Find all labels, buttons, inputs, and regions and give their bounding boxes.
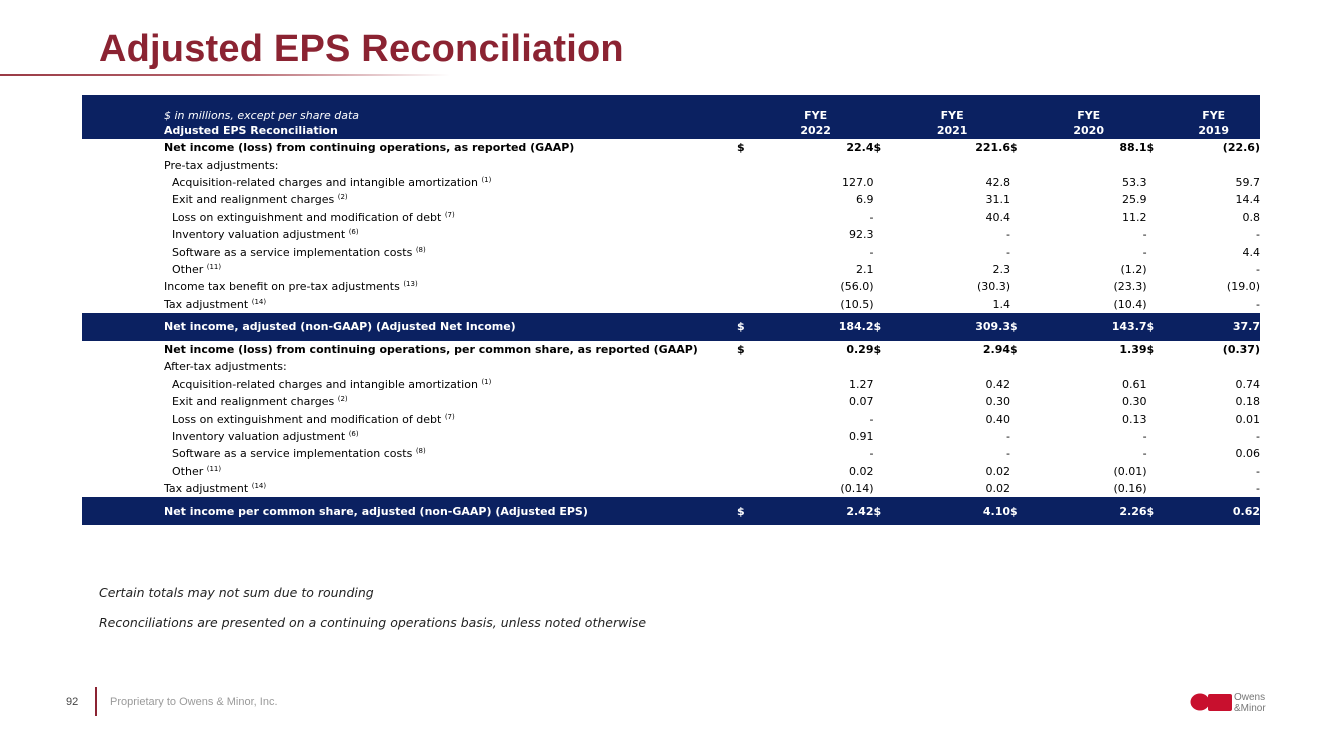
row-label-text: Acquisition-related charges and intangible amortization [172,175,478,189]
logo-text-minor: &Minor [1234,703,1266,714]
dollar-sign-2020 [1010,376,1031,393]
dollar-sign-2022 [737,445,758,462]
table-row [82,139,1260,156]
footnote-ref: (14) [251,482,267,491]
note-rounding: Certain totals may not sum due to rounding [99,585,374,600]
footnote-ref: (14) [251,297,267,306]
value-2020: - [1142,430,1147,444]
footnote-ref: (6) [348,430,359,439]
row-label [82,445,737,462]
dollar-sign-2021: $ [873,141,882,155]
dollar-sign-2019 [1147,463,1168,480]
dollar-sign-2021 [873,463,894,480]
row-label [82,313,737,341]
total-row [82,313,1260,341]
value-2021: 309.3 [894,313,1010,341]
value-2022: - [869,210,874,224]
table-row [82,358,1260,375]
value-2019: 0.18 [1235,395,1260,409]
row-label [82,139,737,156]
value-2019: - [1256,482,1260,496]
value-2019: 14.4 [1235,193,1260,207]
dollar-sign-2021 [873,480,894,497]
dollar-sign-2019 [1147,278,1168,295]
value-2019: 59.7 [1235,175,1260,189]
page-title: Adjusted EPS Reconciliation [99,28,624,70]
dollar-sign-2019 [1147,296,1168,313]
dollar-sign-2021 [873,156,894,173]
value-2022: 184.2 [758,313,874,341]
logo-text-owens: Owens [1234,692,1266,703]
dollar-sign-2020: $ [1010,497,1031,525]
value-2022: 0.07 [848,395,874,409]
dollar-sign-2022: $ [736,141,745,155]
table-row [82,376,1260,393]
value-2021: - [1006,447,1011,461]
dollar-sign-2022 [737,174,758,191]
table-header [82,95,1260,139]
value-2020: 88.1 [1119,141,1147,155]
dollar-sign-2020: $ [1010,313,1031,341]
value-2019: 4.4 [1242,245,1260,259]
row-label-text: Net income, adjusted (non-GAAP) (Adjusted Net Income) [164,320,516,334]
dollar-sign-2022 [737,428,758,445]
total-row [82,497,1260,525]
row-label-text: Net income (loss) from continuing operations, per common share, as reported (GAAP) [164,343,698,357]
footnote-ref: (11) [206,262,222,271]
dollar-sign-2022 [737,410,758,427]
value-2020 [1031,358,1147,375]
dollar-sign-2021 [873,226,894,243]
row-label-text: Software as a service implementation costs [172,245,413,259]
dollar-sign-2021 [873,209,894,226]
dollar-sign-2020 [1010,428,1031,445]
value-2022: (10.5) [840,297,874,311]
value-2022: 127.0 [841,175,874,189]
row-label-text: Other [172,464,204,478]
value-2021: - [1006,245,1011,259]
value-2021: 0.40 [985,412,1011,426]
value-2022 [758,156,874,173]
value-2021: 4.10 [894,497,1010,525]
value-2022: 2.1 [855,262,874,276]
owens-minor-logo [1190,688,1290,716]
row-label-text: After-tax adjustments: [164,360,287,374]
value-2020: 2.26 [1031,497,1147,525]
value-2022: 92.3 [848,228,874,242]
value-2021: 42.8 [985,175,1011,189]
dollar-sign-2019: $ [1146,141,1155,155]
table-row [82,226,1260,243]
value-2022: - [869,412,874,426]
header-caption-title: Adjusted EPS Reconciliation [164,124,338,137]
note-basis: Reconciliations are presented on a continuing operations basis, unless noted otherwise [99,615,647,630]
dollar-sign-2021: $ [873,497,894,525]
value-2020: 0.30 [1122,395,1147,409]
value-2020: 53.3 [1122,175,1147,189]
value-2022: - [869,245,874,259]
dollar-sign-2021 [873,410,894,427]
footnote-ref: (13) [403,280,418,289]
value-2022: 0.91 [848,430,874,444]
dollar-sign-2022 [737,191,758,208]
dollar-sign-2022 [737,376,758,393]
value-2020: 0.13 [1122,412,1147,426]
value-2020: - [1142,447,1147,461]
table-row [82,191,1260,208]
dollar-sign-2019: $ [1147,497,1168,525]
dollar-sign-2022 [737,463,758,480]
row-label-text: Other [172,262,204,276]
dollar-sign-2020 [1010,174,1031,191]
value-2021 [894,358,1010,375]
table-row [82,480,1260,497]
dollar-sign-2020 [1010,445,1031,462]
footer-divider [95,687,97,716]
table-row [82,341,1260,358]
row-label-text: Loss on extinguishment and modification of debt [172,412,442,426]
dollar-sign-2019 [1147,480,1168,497]
value-2021: (30.3) [976,280,1011,294]
footnote-ref: (2) [337,193,348,202]
dollar-sign-2019 [1147,428,1168,445]
header-year-2022: FYE 2022 [758,95,874,139]
value-2019: (0.37) [1222,343,1260,357]
row-label [82,410,737,427]
value-2019: 0.74 [1235,377,1260,391]
dollar-sign-2020 [1010,261,1031,278]
value-2019: 0.62 [1167,497,1260,525]
row-label [82,156,737,173]
value-2020: - [1142,245,1147,259]
title-underline [0,74,450,76]
dollar-sign-2021 [873,278,894,295]
value-2019: 0.01 [1235,412,1260,426]
value-2019: - [1256,228,1260,242]
dollar-sign-2022 [737,226,758,243]
table-row [82,261,1260,278]
value-2021: 40.4 [985,210,1011,224]
table-row [82,174,1260,191]
header-year-2021: FYE 2021 [894,95,1010,139]
row-label-text: Inventory valuation adjustment [172,430,346,444]
table-row [82,243,1260,260]
dollar-sign-2022 [737,261,758,278]
value-2019: - [1256,297,1260,311]
row-label [82,428,737,445]
row-label [82,191,737,208]
dollar-sign-2022: $ [737,497,758,525]
dollar-sign-2021 [873,428,894,445]
value-2022: - [869,447,874,461]
dollar-sign-2021 [873,191,894,208]
dollar-sign-2021 [873,243,894,260]
dollar-sign-2022 [737,480,758,497]
dollar-sign-2021 [873,393,894,410]
dollar-sign-2020 [1010,243,1031,260]
dollar-sign-2019 [1147,393,1168,410]
value-2021: 221.6 [975,141,1011,155]
dollar-sign-2022: $ [736,343,745,357]
footnote-ref: (6) [348,228,359,237]
value-2020: 143.7 [1031,313,1147,341]
value-2022: 1.27 [848,377,874,391]
footnote-ref: (7) [444,210,455,219]
dollar-sign-2022 [737,296,758,313]
dollar-sign-2019: $ [1146,343,1155,357]
dollar-sign-2019 [1147,174,1168,191]
value-2020: 25.9 [1122,193,1147,207]
logo-m-mark [1208,694,1232,711]
dollar-sign-2021 [873,376,894,393]
footnote-ref: (7) [444,412,455,421]
dollar-sign-2020 [1010,358,1031,375]
row-label [82,209,737,226]
row-label-text: Income tax benefit on pre-tax adjustments [164,280,400,294]
dollar-sign-2020 [1010,480,1031,497]
dollar-sign-2019 [1147,209,1168,226]
row-label [82,226,737,243]
table-row [82,463,1260,480]
value-2019: 0.06 [1235,447,1260,461]
value-2022: 2.42 [758,497,874,525]
value-2020: 0.61 [1122,377,1147,391]
page-number: 92 [66,696,79,708]
row-label [82,376,737,393]
dollar-sign-2019 [1147,445,1168,462]
value-2021: 0.42 [985,377,1011,391]
header-caption-units: $ in millions, except per share data [164,109,360,122]
dollar-sign-2019 [1147,261,1168,278]
row-label-text: Tax adjustment [164,482,249,496]
footnote-ref: (2) [337,395,348,404]
reconciliation-table [82,95,1260,525]
footnote-ref: (8) [415,447,426,456]
dollar-sign-2020: $ [1010,343,1018,357]
value-2021: 0.02 [985,482,1011,496]
dollar-sign-2020 [1010,156,1031,173]
value-2022: 6.9 [855,193,874,207]
value-2020: (23.3) [1113,280,1147,294]
row-label [82,243,737,260]
dollar-sign-2022 [737,358,758,375]
table-row [82,156,1260,173]
value-2022 [758,358,874,375]
dollar-sign-2022 [737,393,758,410]
footnote-ref: (11) [206,464,222,473]
table-row [82,296,1260,313]
dollar-sign-2020 [1010,296,1031,313]
dollar-sign-2020 [1010,463,1031,480]
dollar-sign-2021: $ [873,313,894,341]
row-label-text: Software as a service implementation costs [172,447,413,461]
value-2020 [1031,156,1147,173]
table-row [82,278,1260,295]
value-2021: 31.1 [985,193,1011,207]
dollar-sign-2019 [1147,376,1168,393]
dollar-sign-2021 [873,358,894,375]
row-label-text: Inventory valuation adjustment [172,228,346,242]
row-label-text: Acquisition-related charges and intangible amortization [172,377,478,391]
value-2019 [1167,358,1260,375]
row-label-text: Net income per common share, adjusted (non-GAAP) (Adjusted EPS) [164,504,588,518]
footer-proprietary-text: Proprietary to Owens & Minor, Inc. [110,696,278,708]
value-2020: - [1142,228,1147,242]
dollar-sign-2021: $ [873,343,882,357]
dollar-sign-2021 [873,296,894,313]
value-2021: 2.3 [992,262,1011,276]
value-2020: 11.2 [1122,210,1147,224]
row-label [82,393,737,410]
header-year-2019: FYE 2019 [1167,95,1260,139]
row-label-text: Pre-tax adjustments: [164,158,279,172]
dollar-sign-2021 [873,445,894,462]
dollar-sign-2022 [737,243,758,260]
value-2020: (1.2) [1120,262,1147,276]
dollar-sign-2020 [1010,410,1031,427]
footnote-ref: (1) [481,377,492,386]
dollar-sign-2022 [737,278,758,295]
value-2019: (22.6) [1222,141,1260,155]
table-row [82,209,1260,226]
row-label [82,463,737,480]
value-2019: 37.7 [1167,313,1260,341]
value-2021: - [1006,430,1011,444]
value-2022: 0.02 [848,464,874,478]
value-2020: (10.4) [1113,297,1147,311]
dollar-sign-2019: $ [1147,313,1168,341]
value-2020: (0.16) [1113,482,1147,496]
value-2021: 0.30 [985,395,1011,409]
row-label [82,174,737,191]
header-year-2020: FYE 2020 [1031,95,1147,139]
dollar-sign-2021 [873,174,894,191]
dollar-sign-2020: $ [1010,141,1018,155]
value-2022: 22.4 [846,141,874,155]
dollar-sign-2019 [1147,226,1168,243]
footnote-ref: (1) [481,175,492,184]
row-label [82,261,737,278]
table-row [82,445,1260,462]
row-label-text: Exit and realignment charges [172,395,335,409]
value-2021: 0.02 [985,464,1011,478]
value-2020: (0.01) [1113,464,1147,478]
row-label-text: Loss on extinguishment and modification of debt [172,210,442,224]
table-row [82,428,1260,445]
table-row [82,410,1260,427]
value-2021 [894,156,1010,173]
value-2021: 2.94 [982,343,1011,357]
dollar-sign-2022 [737,156,758,173]
value-2019: - [1256,262,1260,276]
value-2019: (19.0) [1226,280,1260,294]
table-row [82,393,1260,410]
dollar-sign-2020 [1010,226,1031,243]
value-2022: 0.29 [846,343,874,357]
dollar-sign-2020 [1010,278,1031,295]
row-label-text: Exit and realignment charges [172,193,335,207]
dollar-sign-2020 [1010,209,1031,226]
dollar-sign-2019 [1147,358,1168,375]
value-2019: - [1256,430,1260,444]
row-label [82,497,737,525]
row-label-text: Net income (loss) from continuing operations, as reported (GAAP) [164,141,575,155]
row-label-text: Tax adjustment [164,297,249,311]
value-2022: (56.0) [840,280,874,294]
value-2021: 1.4 [992,297,1011,311]
dollar-sign-2022: $ [737,313,758,341]
dollar-sign-2019 [1147,156,1168,173]
value-2019: - [1256,464,1260,478]
row-label [82,341,737,358]
row-label [82,278,737,295]
value-2020: 1.39 [1119,343,1147,357]
value-2021: - [1006,228,1011,242]
value-2019: 0.8 [1242,210,1260,224]
dollar-sign-2019 [1147,191,1168,208]
row-label [82,480,737,497]
row-label [82,358,737,375]
dollar-sign-2020 [1010,393,1031,410]
footnote-ref: (8) [415,245,426,254]
row-label [82,296,737,313]
dollar-sign-2019 [1147,243,1168,260]
dollar-sign-2022 [737,209,758,226]
dollar-sign-2021 [873,261,894,278]
logo-o-mark [1191,694,1210,711]
dollar-sign-2019 [1147,410,1168,427]
value-2019 [1167,156,1260,173]
dollar-sign-2020 [1010,191,1031,208]
value-2022: (0.14) [840,482,874,496]
